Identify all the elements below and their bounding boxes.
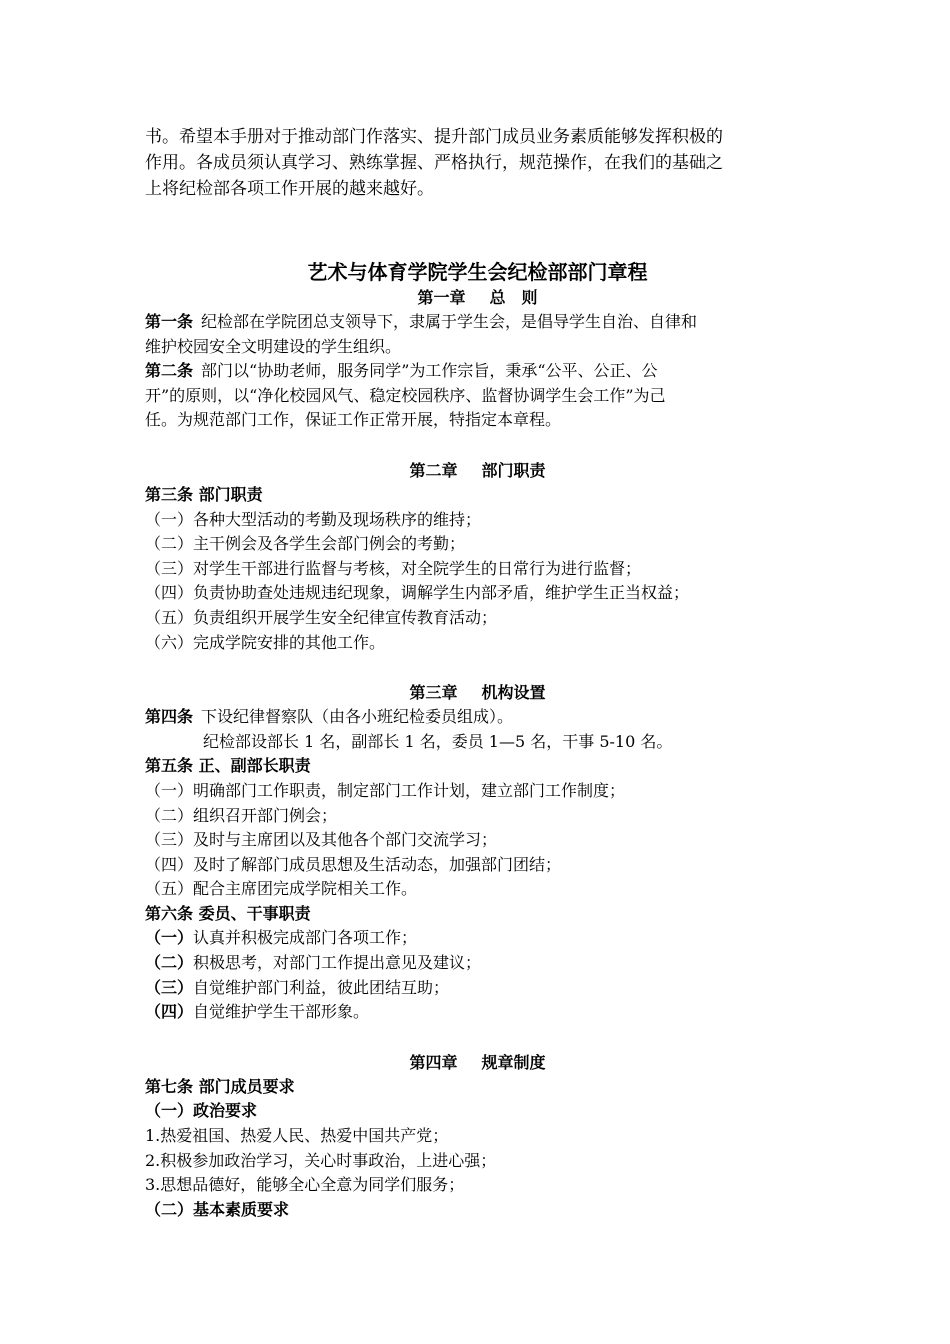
- intro-line: 上将纪检部各项工作开展的越来越好。: [145, 179, 434, 199]
- document-title: 艺术与体育学院学生会纪检部部门章程: [307, 260, 648, 284]
- article-6-heading: 第六条 委员、干事职责: [145, 903, 311, 923]
- list-text: 自觉维护学生干部形象。: [193, 1002, 370, 1022]
- chapter-number: 第二章: [409, 460, 458, 480]
- chapter-title: 总 则: [489, 288, 538, 307]
- list-item: （二）组织召开部门例会；: [145, 805, 338, 825]
- article-text: 下设纪律督察队（由各小班纪检委员组成）。: [201, 707, 514, 727]
- subsection-heading: （一）政治要求: [145, 1101, 258, 1121]
- article-4: [145, 705, 810, 730]
- list-item: （三）及时与主席团以及其他各个部门交流学习；: [145, 830, 498, 850]
- intro-line: 作用。各成员须认真学习、熟练掌握、严格执行，规范操作，在我们的基础之: [145, 153, 723, 173]
- chapter-number: 第三章: [409, 683, 458, 703]
- article-5-heading: 第五条 正、副部长职责: [145, 756, 311, 776]
- article-2-continued: 任。为规范部门工作，保证工作正常开展，特指定本章程。: [145, 410, 562, 430]
- article-label: 第四条: [145, 707, 194, 727]
- article-2: [145, 359, 810, 384]
- intro-paragraph: [145, 124, 810, 202]
- chapter-1-heading: [145, 286, 810, 310]
- chapter-3-heading: [145, 681, 810, 705]
- list-item: [145, 1000, 810, 1025]
- article-7-heading: 第七条 部门成员要求: [145, 1076, 295, 1096]
- list-text: 积极思考，对部门工作提出意见及建议；: [193, 953, 482, 973]
- list-number: （三）: [145, 977, 194, 997]
- chapter-4-heading: [145, 1051, 810, 1075]
- list-item: （一）明确部门工作职责，制定部门工作计划，建立部门工作制度；: [145, 780, 626, 800]
- chapter-2-heading: [145, 459, 810, 483]
- list-item: [145, 951, 810, 976]
- list-item: [145, 976, 810, 1001]
- chapter-title: 部门职责: [481, 460, 546, 480]
- list-number: （二）: [145, 953, 194, 973]
- subsection-heading: （二）基本素质要求: [145, 1199, 290, 1219]
- list-item: （二）主干例会及各学生会部门例会的考勤；: [145, 534, 466, 554]
- chapter-title: 机构设置: [481, 683, 546, 703]
- page-content: [145, 124, 810, 1222]
- list-item: 3.思想品德好，能够全心全意为同学们服务；: [145, 1175, 465, 1195]
- list-item: [145, 926, 810, 951]
- list-item: （六）完成学院安排的其他工作。: [145, 632, 386, 652]
- chapter-number: 第一章: [417, 288, 466, 307]
- list-item: （四）及时了解部门成员思想及生活动态，加强部门团结；: [145, 854, 562, 874]
- article-text: 纪检部在学院团总支领导下，隶属于学生会，是倡导学生自治、自律和: [201, 312, 698, 331]
- list-item: 2.积极参加政治学习，关心时事政治，上进心强；: [145, 1150, 497, 1170]
- article-4-staffing: 纪检部设部长 1 名，副部长 1 名，委员 1—5 名，干事 5-10 名。: [203, 731, 673, 751]
- article-2-continued: 开”的原则，以“净化校园风气、稳定校园秩序、监督协调学生会工作”为己: [145, 385, 666, 405]
- article-1: [145, 310, 810, 335]
- list-text: 自觉维护部门利益，彼此团结互助；: [193, 977, 450, 997]
- list-item: （三）对学生干部进行监督与考核，对全院学生的日常行为进行监督；: [145, 558, 642, 578]
- article-label: 第一条: [145, 312, 194, 331]
- chapter-title: 规章制度: [481, 1052, 546, 1072]
- intro-line: 书。希望本手册对于推动部门作落实、提升部门成员业务素质能够发挥积极的: [145, 127, 723, 147]
- list-item: （五）负责组织开展学生安全纪律宣传教育活动；: [145, 607, 498, 627]
- list-item: （五）配合主席团完成学院相关工作。: [145, 879, 418, 899]
- article-3-heading: 第三条 部门职责: [145, 484, 263, 504]
- chapter-number: 第四章: [409, 1052, 458, 1072]
- list-number: （四）: [145, 1002, 194, 1022]
- list-text: 认真并积极完成部门各项工作；: [193, 928, 418, 948]
- list-number: （一）: [145, 928, 194, 948]
- article-text: 部门以“协助老师，服务同学”为工作宗旨，秉承“公平、公正、公: [201, 361, 658, 381]
- article-label: 第二条: [145, 361, 194, 381]
- list-item: 1.热爱祖国、热爱人民、热爱中国共产党；: [145, 1126, 449, 1146]
- article-1-continued: 维护校园安全文明建设的学生组织。: [145, 336, 402, 356]
- list-item: （四）负责协助查处违规违纪现象，调解学生内部矛盾，维护学生正当权益；: [145, 583, 690, 603]
- list-item: （一）各种大型活动的考勤及现场秩序的维持；: [145, 509, 482, 529]
